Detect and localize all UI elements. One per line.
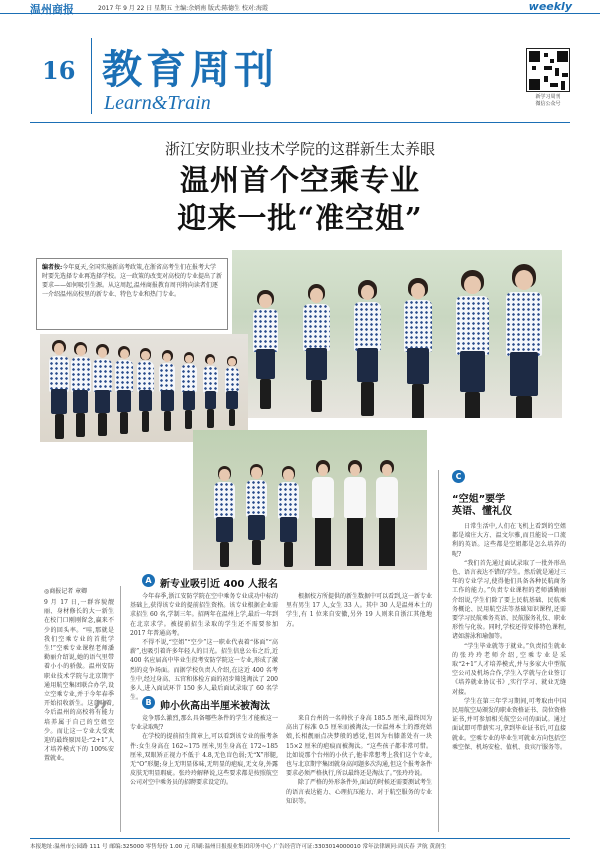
- photo-person-female: [158, 350, 176, 433]
- newspaper-brand: 温州商报: [30, 3, 74, 16]
- column-divider: [120, 586, 121, 832]
- photo-person-female: [70, 342, 92, 439]
- column-divider: [438, 470, 439, 832]
- footer-info: 本报地址:温州市公园路 111 号 邮编:325000 零售每份 1.00 元 印刷:温州日报报业集团印务中心 广告经营许可证:3303014000010 常年法律顾问:周庆春 尹航 黄润生: [30, 844, 447, 850]
- photo-person-female: [252, 290, 279, 412]
- section-b-badge: B: [142, 696, 155, 709]
- photo-person-female: [352, 280, 383, 418]
- footer-rule: [30, 838, 570, 839]
- photo-person-female: [454, 270, 491, 418]
- photo-person-female: [277, 466, 300, 570]
- section-c-title: “空姐”要学 英语、懂礼仪: [452, 494, 512, 517]
- photo-person-female: [48, 340, 70, 441]
- byline: ◎商报记者 章卿: [44, 588, 88, 595]
- photo-person-female: [136, 348, 155, 434]
- editor-note: [36, 258, 228, 330]
- qr-caption: 新学习周刊 微信公众号: [535, 94, 561, 107]
- photo-person-female: [504, 264, 544, 418]
- photo-person-female: [180, 352, 198, 431]
- top-banner: [0, 0, 600, 14]
- photo-person-male: [375, 460, 399, 568]
- section-title-en: Learn&Train: [104, 92, 211, 114]
- photo-person-female: [302, 284, 331, 415]
- section-title: 教育周刊: [102, 46, 278, 93]
- photo-person-female: [114, 346, 134, 436]
- section-c-text: 日常生活中,人们在飞机上看到的空姐都是端庄大方、温文尔雅,而且能说一口流利的英语。这些都是空姐都是怎么培养的呢? “我们首先通过面试录取了一批外形出色、语言表达不错的学生。然后就是通过三年的专业学习,使得他们具备各种民航商务工作的能力。”负责专业课程的老师潘勤丽介绍说,学生们除了要上民航基础、民航乘务概论、民用航空法等基础知识课程,还需要学习民航乘务英语、民航服务礼仪、职业形性与化妆。同时,学校还得安排特色课程,诸如游泳和瑜伽等。 “学生毕业就等于就业。”负责招生就业的张玲玲老师介绍,空乘专业是采取“2+1”人才培养模式,并与多家大中型航空公司及机场合作,学生入学就与企业签订《培养就业协议书》,实行学习、就业无缝对接。 学生在第三年学习期间,可考取由中国民用航空局颁发的职业资格证书、岗位资格证书,并可参加相关航空公司的面试。通过面试即可带薪实习,拿到毕业证书后,可直接就业。空乘专业的毕业生可就业方向包括空乘空保、机场安检、值机、贵宾厅服务等。: [452, 523, 566, 751]
- article-subtitle: 浙江安防职业技术学院的这群新生太养眼: [164, 140, 435, 158]
- photo-trainees-group: [232, 250, 562, 418]
- page-number: 16: [42, 56, 76, 85]
- photo-person-male: [343, 460, 367, 568]
- photo-person-female: [92, 344, 113, 438]
- issue-info: 2017 年 9 月 22 日 星期五 主编:余炳南 版式:陈德生 校对:海霞: [98, 5, 268, 12]
- header-divider: [91, 38, 92, 114]
- photo-person-female: [213, 466, 236, 570]
- editor-note-label: 编者按:: [42, 264, 63, 271]
- qr-code-icon: [526, 48, 570, 92]
- photo-trainees-row: [40, 334, 248, 442]
- article-headline-line2: 迎来一批“准空姐”: [177, 201, 423, 235]
- photo-person-female: [402, 278, 434, 418]
- weekly-label: weekly: [528, 0, 572, 13]
- photo-person-female: [202, 354, 219, 430]
- section-a-text-cont: 根据校方所提供的新生数据中可以看到,这一新专业里有男生 17 人,女生 33 人。其中 30 人是温州本土的学生,有 1 位来自安徽,另外 19 人则来自浙江其他地方。: [286, 593, 432, 628]
- section-c-badge: C: [452, 470, 465, 483]
- photo-person-female: [224, 356, 240, 428]
- section-a-text: 今年春季,浙江安防学院在空中乘务专业成功中标的基础上,获得该专业的提前招生资格。该专业根据企业需求招生 60 名,学制三年。招两年在温州上学,最后一年到在北京求学。被提前招生录取的学生还不需要参加 2017 年普通高考。 不得不说,“空姐”“空少”这一职业代表着“体面”“高薪”,也吸引着许多年轻人的目光。招生信息公布之后,近 400 名应届高中毕业生投考安防学院这一专业,形成了激烈的竞争场面。而据学校负责人介绍,在这近 400 名考生中,经过身高、五官和体检方面的初步筛选淘汰了 200 多人,进入面试环节 150 多人,最后面试录取了 60 名学生。: [130, 593, 278, 702]
- section-b-title: 帅小伙高出半厘米被淘汰: [160, 701, 270, 712]
- section-a-badge: A: [142, 574, 155, 587]
- article-headline-line1: 温州首个空乘专业: [179, 163, 420, 197]
- quote-mark-icon: ”: [92, 694, 110, 734]
- intro-paragraph: 9 月 17 日,一群容貌靓丽、身材修长的大一新生在校门口刚刚留念,赢来不少的回头率。“哇,那就是我们空乘专业的首批学生!”空乘专业课程老师潘勤丽介绍说,她的语气里带着小小的骄傲。温州安防职业技术学院与北京期宇通用航空集团联合办学,设立空乘专业,并于今年春季开始招收新生。这意味着,今后温州的高校将有能力培养属于自己的空姐空少。而让这一专业大受欢迎的最终原因是:“2+1”人才培养模式下的 100%安置就业。: [44, 599, 114, 763]
- section-b-text: 竞争那么激烈,那么具备哪些条件的学生才能被这一专业录取呢? 在学校的提前招生简章上,可以看到该专业的报考条件:女生身高在 162~175 厘米,男生身高在 172~185 厘米,双眼矫正视力不低于 4.8,无色盲色弱;无“X”形腿,无“O”形腿;身上无明显体味,无明显的疤痕,无文身,外露皮肤无明显瑕疵。张玲玲解释说,这些要求都是按照航空公司对空中乘务员的招聘要求设定的。: [130, 715, 278, 787]
- photo-trainees-mixed: [193, 430, 427, 570]
- section-a-title: 新专业吸引近 400 人报名: [160, 579, 278, 590]
- editor-note-text: 今年夏天,全国实施新高考政策,在浙省高考生们在报考大学时要先选择专业再选择学校。这一政策的改变对高校的专业提出了新要求——如何吸引生源。从这周起,温州商报教育周刊将向读者们逐一介绍温州高校里的新专业、特色专业和热门专业。: [42, 264, 223, 298]
- section-b-text-cont: 来自台州的一名帅伙子身高 185.5 厘米,最终因为高出了标准 0.5 厘米而被淘汰;一位温州本土的漂亮姑娘,长相靓丽点决梦般的感觉,但因为右膝盖处有一块 15×2 厘米的疤痕而被淘汰。“这些孩子都非常可惜。比如说那个台州的小伙子,他非常想考上我们这个专业,也与北京期宇集团就身高问题多次沟通,但这个报考条件要求必须严格执行,所以最终还是淘汰了。”张玲玲说。 除了严格的外形条件外,面试的时候还需要测试考生的语言表达能力、心理抗压能力、对于航空服务的专业知识等。: [286, 715, 432, 805]
- photo-person-male: [311, 460, 335, 568]
- photo-person-female: [245, 464, 268, 568]
- header-rule: [30, 122, 570, 123]
